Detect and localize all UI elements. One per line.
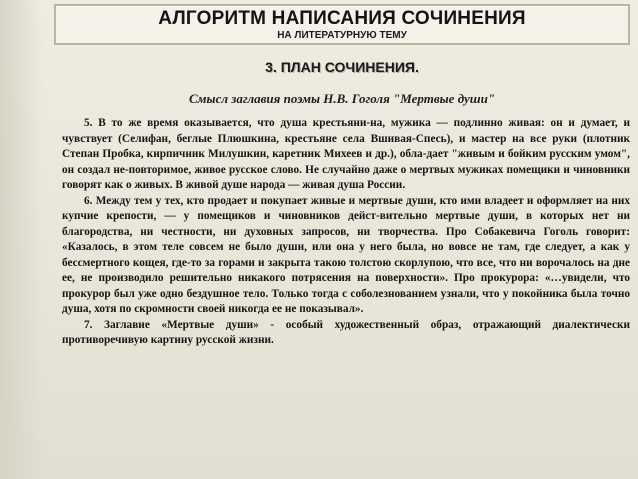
header-banner — [54, 4, 630, 45]
paragraph-6: 6. Между тем у тех, кто продает и покупает живые и мертвые души, кто ими владеет и оформляет на них купчие крепости, — у помещиков и чиновников дейст-вительно мертвые души, в которых нет ни благородства, ни честности, ни духовных запросов, ни творчества. Про Собакевича Гоголь говорит: «Казалось, в этом теле совсем не было души, или она у него была, но вовсе не там, где следует, а как у бессмертного кощея, где-то за горами и закрыта такою толстою скорлупою, что все, что ни ворочалось на дне ее, не производило решительно никакого потрясения на поверхности». Про прокурора: «…увидели, что прокурор был уже одно бездушное тело. Только тогда с соболезнованием узнали, что у покойника была точно душа, хотя по скромности своей никогда ее не показывал». — [62, 194, 630, 315]
main-title: АЛГОРИТМ НАПИСАНИЯ СОЧИНЕНИЯ — [158, 8, 526, 29]
body-text — [62, 116, 630, 349]
paragraph-5: 5. В то же время оказывается, что душа крестьяни-на, мужика — подлинно живая: он и думает, и чувствует (Селифан, беглые Плюшкина, крестьяне села Вшивая-Спесь), и мастер на все руки (плотник Степан Пробка, кирпичник Милушкин, каретник Михеев и др.), обла-дает "живым и бойким русским умом", он создал не-повторимое, живое русское слово. Не случайно даже о мертвых мужиках помещики и чиновники говорят как о живых. В живой душе народа — живая душа России. — [62, 117, 630, 191]
sub-title: НА ЛИТЕРАТУРНУЮ ТЕМУ — [277, 30, 407, 41]
slide-left-shade — [0, 0, 44, 479]
section-title: 3. ПЛАН СОЧИНЕНИЯ. — [265, 59, 419, 75]
paragraph-7: 7. Заглавие «Мертвые души» - особый художественный образ, отражающий диалектически противоречивую картину русской жизни. — [62, 318, 630, 346]
essay-topic: Смысл заглавия поэмы Н.В. Гоголя "Мертвые души" — [188, 91, 496, 106]
